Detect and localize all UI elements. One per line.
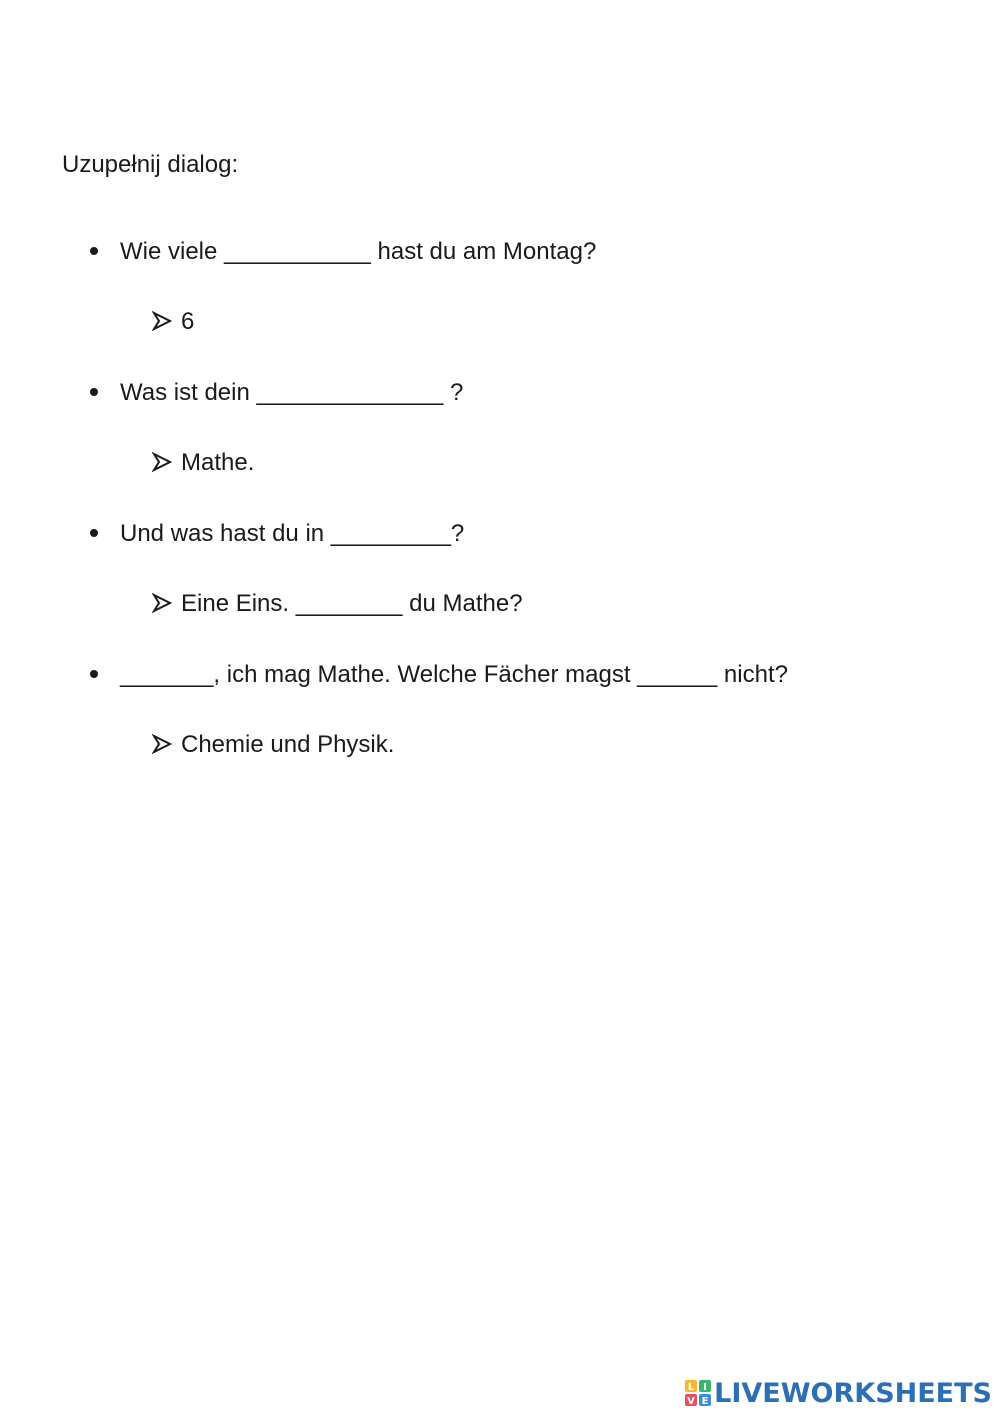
bullet-dot-icon [90,529,98,537]
answer-text: Mathe. [181,449,255,476]
arrow-right-icon [152,734,172,754]
question-line [90,660,788,690]
liveworksheets-logo-icon [685,1380,711,1406]
question-text: Und was hast du in _________? [120,520,465,547]
arrow-right-icon [152,311,172,331]
question-text: Was ist dein ______________ ? [120,379,464,406]
answer-line [152,730,394,760]
answer-line [152,448,254,478]
bullet-dot-icon [90,670,98,678]
answer-text: Chemie und Physik. [181,731,395,758]
logo-text: LIVEWORKSHEETS [714,1377,992,1409]
svg-text:V: V [687,1396,696,1406]
svg-text:I: I [703,1382,708,1393]
liveworksheets-logo[interactable] [685,1376,992,1410]
arrow-right-icon [152,593,172,613]
answer-text: 6 [181,308,195,335]
svg-text:E: E [701,1396,709,1406]
question-line [90,237,596,267]
question-line [90,378,463,408]
question-line [90,519,464,549]
svg-text:L: L [687,1382,695,1393]
bullet-dot-icon [90,247,98,255]
question-text: Wie viele ___________ hast du am Montag? [120,238,597,265]
answer-text: Eine Eins. ________ du Mathe? [181,590,523,617]
question-text: _______, ich mag Mathe. Welche Fächer magst ______ nicht? [120,661,788,688]
bullet-dot-icon [90,388,98,396]
instruction-heading: Uzupełnij dialog: [62,151,239,178]
answer-line [152,589,523,619]
answer-line [152,307,194,337]
arrow-right-icon [152,452,172,472]
